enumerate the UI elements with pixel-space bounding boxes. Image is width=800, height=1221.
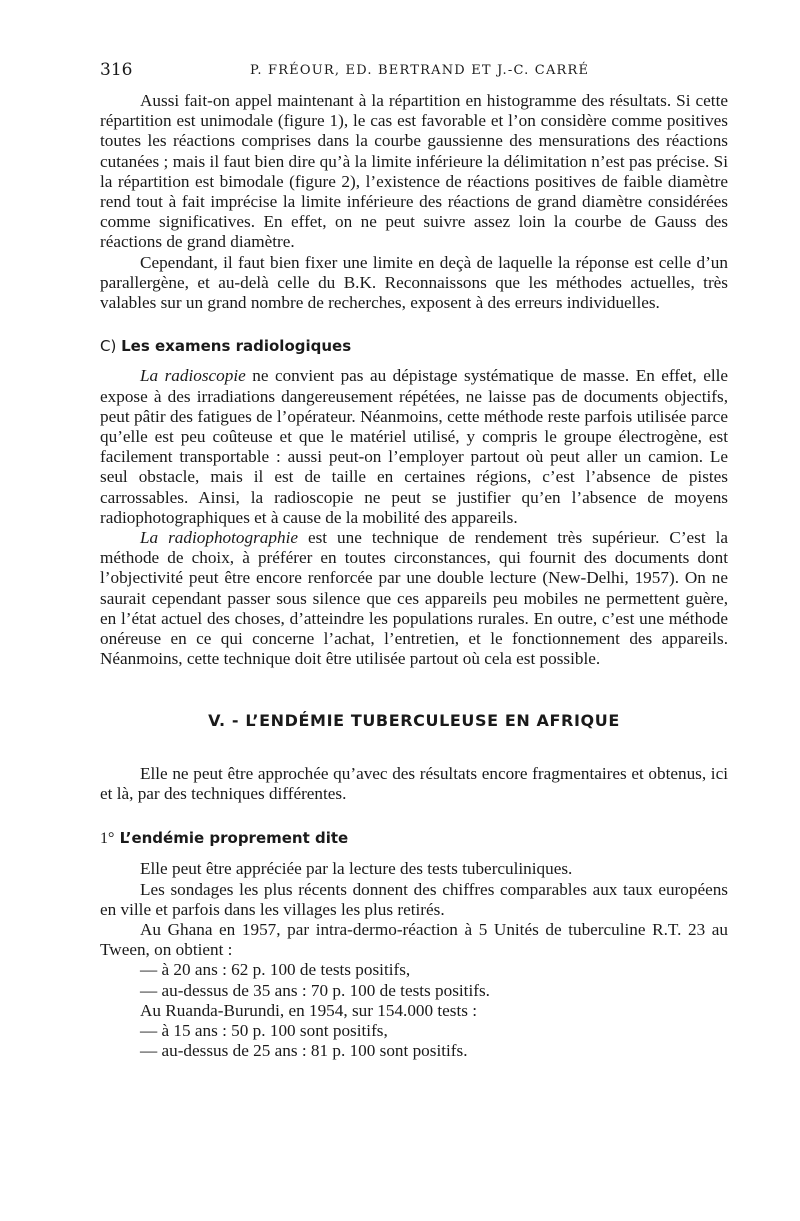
subsection-title: L’endémie proprement dite: [119, 829, 349, 848]
paragraph: Elle ne peut être approchée qu’avec des résultats encore fragmentaires et obtenus, ici et là, par des techniques différentes.: [100, 763, 728, 803]
list-item: — à 20 ans : 62 p. 100 de tests positifs,: [140, 960, 411, 980]
term-radiophotographie: La radiophotographie: [140, 528, 298, 548]
paragraph: Aussi fait-on appel maintenant à la répartition en histogramme des résultats. Si cette répartition est unimodale (figure 1), le cas est favorable et l’on considère comme positives toutes les réactions comprises dans la courbe gaussienne des mensurations des réactions cutanées ; mais il faut bien dire qu’à la limite inférieure la délimitation n’est pas précise. Si la répartition est bimodale (figure 2), l’existence de réactions positives de faible diamètre rend tout à fait imprécise la limite inférieure des réactions de grand diamètre considérées comme significatives. En effet, on ne peut suivre assez loin la courbe de Gauss des réactions de grand diamètre.: [100, 91, 728, 252]
paragraph-ghana: Au Ghana en 1957, par intra-dermo-réaction à 5 Unités de tuberculine R.T. 23 au Tween, on obtient :: [100, 919, 728, 960]
header-authors: P. FRÉOUR, ED. BERTRAND ET J.-C. CARRÉ: [250, 63, 590, 78]
list-item: — à 15 ans : 50 p. 100 sont positifs,: [140, 1020, 388, 1040]
paragraph-radioscopie: [100, 366, 728, 528]
section-c-title: Les examens radiologiques: [121, 337, 352, 356]
paragraph: Cependant, il faut bien fixer une limite en deçà de laquelle la réponse est celle d’un parallergène, et au-delà celle du B.K. Reconnaissons que les méthodes actuelles, très valables sur un grand nombre de recherches, exposent à des erreurs individuelles.: [100, 252, 728, 313]
body-text: [100, 91, 728, 1061]
radioscopie-text: ne convient pas au dépistage systématique de masse. En effet, elle expose à des irradiations dangereusement répétées, ne laisse pas de documents objectifs, peut pâtir des fatigues de l’opérateur. Néanmoins, cette méthode reste parfois utilisée parce qu’elle est peu coûteuse et que le matériel utilisé, y compris le groupe électrogène, est facilement transportable : aussi peut-on l’employer partout où peut aller un camion. Le seul obstacle, mais il est de taille en certaines régions, c’est l’absence de pistes carrossables. Ainsi, la radioscopie ne peut se justifier qu’en l’absence de moyens radiophotographiques et à cause de la mobilité des appareils.: [100, 366, 728, 527]
ghana-list: [100, 960, 728, 1000]
page-number: 316: [100, 60, 133, 80]
paragraph-ruanda: Au Ruanda-Burundi, en 1954, sur 154.000 tests :: [140, 1000, 478, 1020]
section-c-heading: [100, 336, 728, 356]
subsection-1-heading: [100, 828, 728, 849]
paragraph: Elle peut être appréciée par la lecture des tests tuberculiniques.: [140, 859, 573, 879]
paragraph-radiophotographie: [100, 528, 728, 669]
running-header: [100, 60, 728, 86]
ruanda-list: [100, 1021, 728, 1061]
section-v-heading: V. - L’ENDÉMIE TUBERCULEUSE EN AFRIQUE: [208, 711, 620, 731]
subsection-number: 1°: [100, 830, 115, 848]
section-c-letter: C): [100, 337, 117, 356]
list-item: — au-dessus de 35 ans : 70 p. 100 de tests positifs.: [140, 980, 490, 1000]
list-item: — au-dessus de 25 ans : 81 p. 100 sont positifs.: [140, 1041, 468, 1061]
paragraph: Les sondages les plus récents donnent des chiffres comparables aux taux européens en ville et parfois dans les villages les plus retirés.: [100, 879, 728, 919]
radiophotographie-text: est une technique de rendement très supérieur. C’est la méthode de choix, à préférer en toutes circonstances, qui fournit des documents dont l’objectivité peut être encore renforcée par une double lecture (New-Delhi, 1957). On ne saurait cependant passer sous silence que ces appareils peu mobiles ne permettent guère, en l’état actuel des choses, d’atteindre les populations rurales. En outre, c’est une méthode onéreuse en ce qui concerne l’achat, l’entretien, et le fonctionnement des appareils. Néanmoins, cette technique doit être utilisée partout où cela est possible.: [100, 528, 729, 669]
term-radioscopie: La radioscopie: [140, 366, 246, 386]
